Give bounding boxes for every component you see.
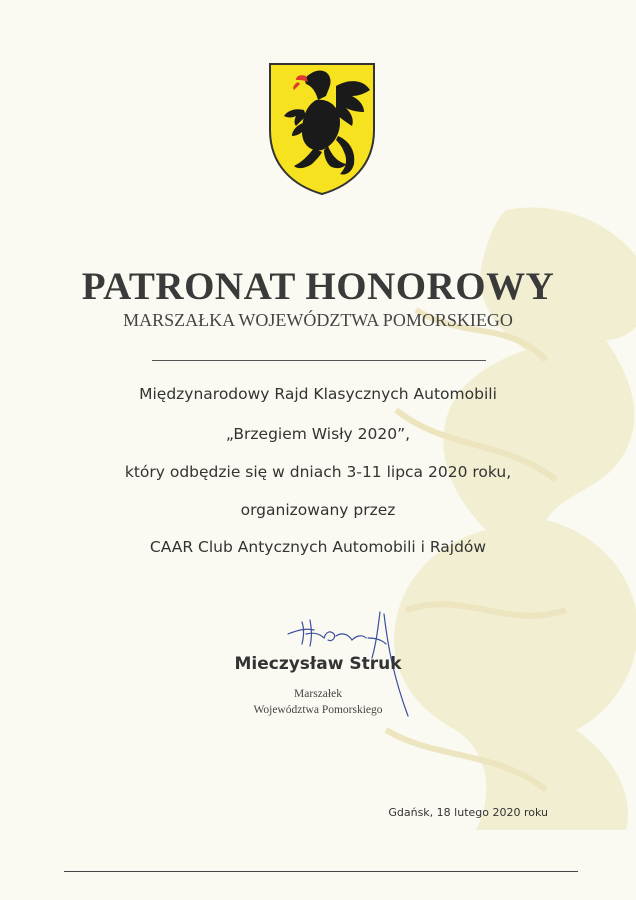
document-subtitle: MARSZAŁKA WOJEWÓDZTWA POMORSKIEGO bbox=[123, 310, 513, 330]
event-date-line: który odbędzie się w dniach 3-11 lipca 2020 roku, bbox=[124, 463, 512, 481]
document-title: PATRONAT HONOROWY bbox=[81, 265, 555, 308]
event-title-line: „Brzegiem Wisły 2020”, bbox=[225, 425, 411, 443]
signer-name: Mieczysław Struk bbox=[234, 654, 402, 674]
organizer-name-line: CAAR Club Antycznych Automobili i Rajdów bbox=[149, 538, 487, 556]
organizer-intro-line: organizowany przez bbox=[240, 501, 396, 519]
signer-role-line2: Województwa Pomorskiego bbox=[253, 704, 383, 716]
signer-role-line1: Marszałek bbox=[294, 688, 342, 700]
title-divider bbox=[152, 360, 486, 361]
griffin-coat-of-arms-icon bbox=[266, 60, 378, 198]
place-and-date: Gdańsk, 18 lutego 2020 roku bbox=[388, 806, 548, 819]
event-name-line: Międzynarodowy Rajd Klasycznych Automobili bbox=[139, 385, 497, 403]
footer-divider bbox=[64, 871, 578, 872]
